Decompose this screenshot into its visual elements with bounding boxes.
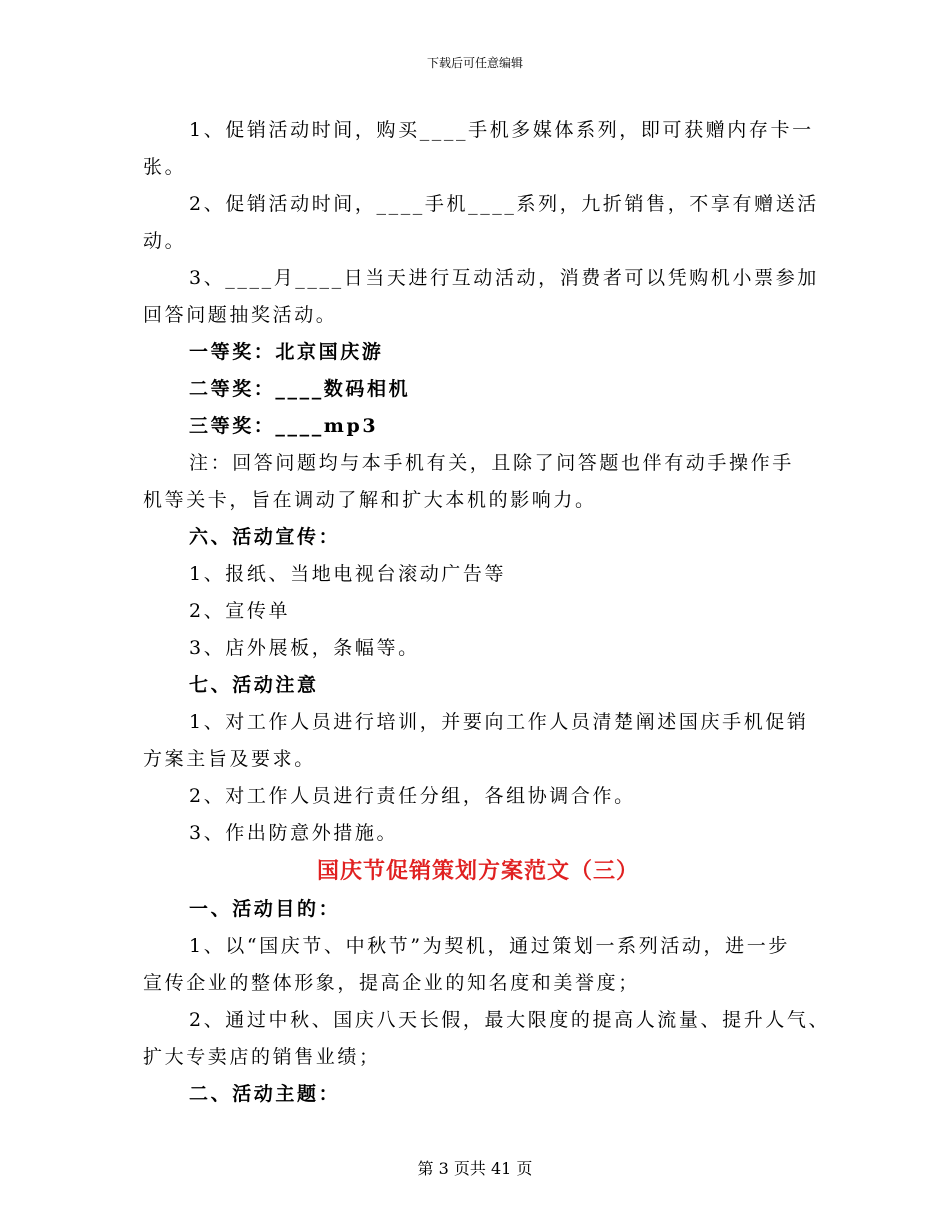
paragraph-line: 机等关卡，旨在调动了解和扩大本机的影响力。: [143, 489, 597, 511]
paragraph-line: 回答问题抽奖活动。: [143, 304, 338, 326]
list-item: 1、报纸、当地电视台滚动广告等: [189, 563, 507, 585]
paragraph-line: 注：回答问题均与本手机有关，且除了问答题也伴有动手操作手: [189, 452, 794, 474]
page-header: 下载后可任意编辑: [426, 56, 523, 70]
section-heading: 二、活动主题：: [189, 1083, 341, 1105]
paragraph-line: 1、促销活动时间，购买____手机多媒体系列，即可获赠内存卡一: [189, 119, 814, 141]
paragraph-line: 1、以“国庆节、中秋节”为契机，通过策划一系列活动，进一步: [189, 935, 790, 957]
paragraph-line: 扩大专卖店的销售业绩；: [143, 1046, 381, 1068]
section-heading: 七、活动注意: [189, 674, 319, 696]
list-item: 3、店外展板，条幅等。: [189, 637, 420, 659]
document-body: [143, 112, 831, 1113]
prize-third: 三等奖：____mp3: [189, 415, 379, 437]
list-item: 3、作出防意外措施。: [189, 822, 399, 844]
paragraph-line: 1、对工作人员进行培训，并要向工作人员清楚阐述国庆手机促销: [189, 711, 809, 733]
paragraph-line: 2、促销活动时间，____手机____系列，九折销售，不享有赠送活: [189, 193, 819, 215]
document-title: 国庆节促销策划方案范文（三）: [316, 858, 639, 884]
prize-second: 二等奖：____数码相机: [189, 378, 411, 400]
prize-first: 一等奖：北京国庆游: [189, 341, 384, 363]
section-heading: 六、活动宣传：: [189, 526, 341, 548]
paragraph-line: 宣传企业的整体形象，提高企业的知名度和美誉度；: [143, 972, 640, 994]
paragraph-line: 张。: [143, 156, 187, 178]
list-item: 2、宣传单: [189, 600, 291, 622]
list-item: 2、对工作人员进行责任分组，各组协调合作。: [189, 785, 636, 807]
page-footer: 第 3 页共 41 页: [417, 1159, 533, 1178]
paragraph-line: 方案主旨及要求。: [143, 748, 316, 770]
section-heading: 一、活动目的：: [189, 898, 341, 920]
paragraph-line: 3、____月____日当天进行互动活动，消费者可以凭购机小票参加: [189, 267, 819, 289]
paragraph-line: 2、通过中秋、国庆八天长假，最大限度的提高人流量、提升人气、: [189, 1009, 831, 1031]
paragraph-line: 动。: [143, 230, 187, 252]
